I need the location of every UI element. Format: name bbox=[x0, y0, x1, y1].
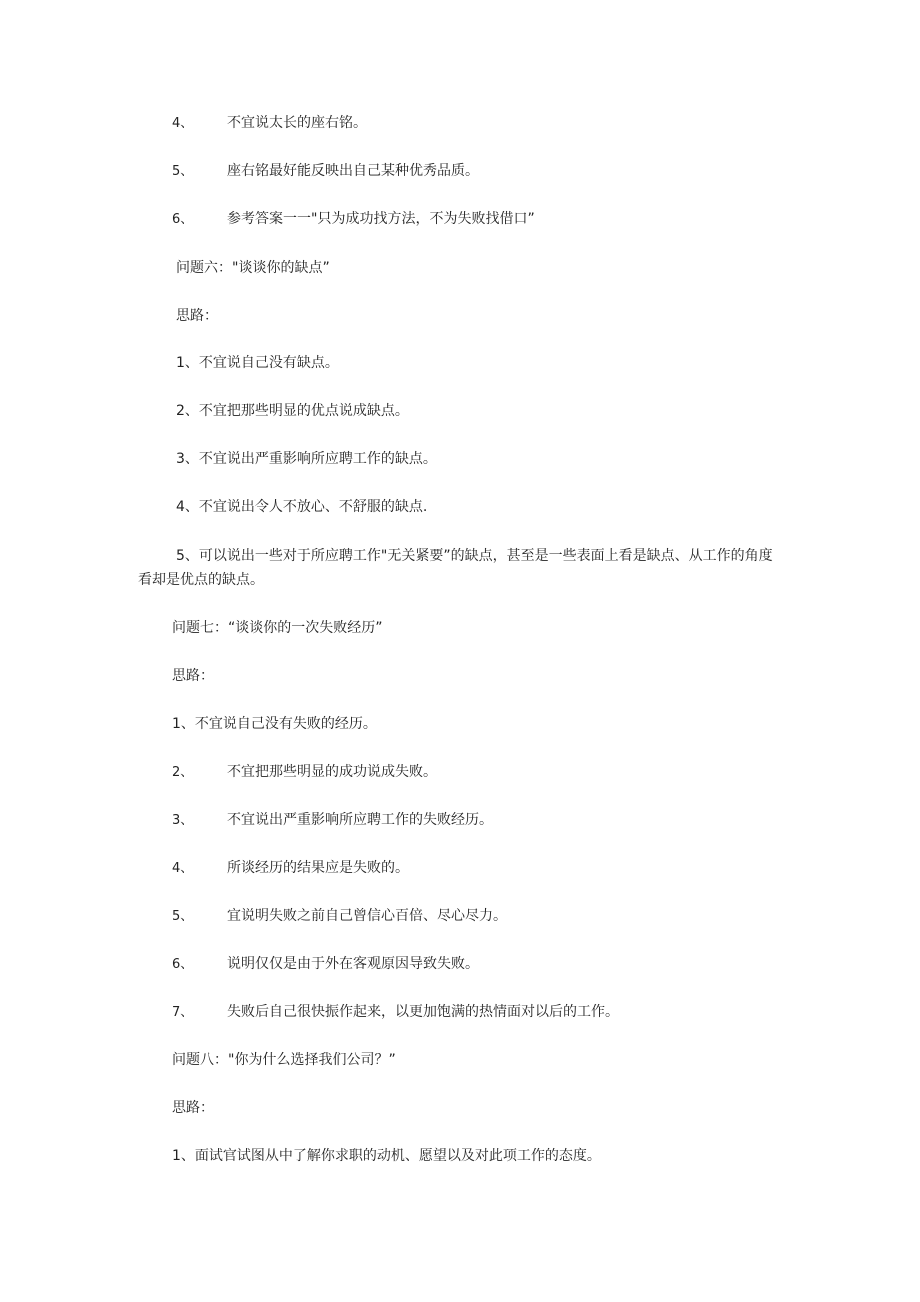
list-item bbox=[172, 810, 493, 831]
list-item: 1、面试官试图从中了解你求职的动机、愿望以及对此项工作的态度。 bbox=[172, 1148, 601, 1164]
list-item bbox=[172, 762, 437, 783]
list-number: 3、 bbox=[172, 813, 194, 828]
list-item bbox=[172, 209, 535, 230]
list-text: 不宜说太长的座右铭。 bbox=[227, 115, 367, 131]
list-text: 宜说明失败之前自己曾信心百倍、尽心尽力。 bbox=[227, 908, 507, 924]
list-number: 6、 bbox=[172, 957, 194, 972]
list-item-paragraph: 5、可以说出一些对于所应聘工作"无关紧要”的缺点，甚至是一些表面上看是缺点、从工作的角度看却是优点的缺点。 bbox=[138, 548, 773, 588]
list-number: 5、 bbox=[172, 909, 194, 924]
list-item bbox=[172, 1002, 619, 1023]
list-number: 4、 bbox=[172, 116, 194, 131]
list-item bbox=[172, 906, 507, 927]
question-six-approach-label: 思路： bbox=[176, 308, 218, 324]
list-text: 座右铭最好能反映出自己某种优秀品质。 bbox=[227, 163, 479, 179]
list-item: 1、不宜说自己没有失败的经历。 bbox=[172, 716, 377, 732]
list-item bbox=[172, 113, 367, 134]
list-item: 1、不宜说自己没有缺点。 bbox=[176, 355, 339, 371]
list-text: 不宜说出严重影响所应聘工作的失败经历。 bbox=[227, 812, 493, 828]
list-number: 5、 bbox=[172, 164, 194, 179]
list-item: 3、不宜说出严重影响所应聘工作的缺点。 bbox=[176, 451, 437, 467]
list-text: 参考答案一一"只为成功找方法，不为失败找借口” bbox=[227, 211, 535, 227]
list-text: 所谈经历的结果应是失败的。 bbox=[227, 860, 409, 876]
list-item: 2、不宜把那些明显的优点说成缺点。 bbox=[176, 403, 409, 419]
question-eight-title: 问题八："你为什么选择我们公司？” bbox=[172, 1052, 396, 1068]
question-six-title: 问题六："谈谈你的缺点” bbox=[176, 260, 330, 276]
list-number: 2、 bbox=[172, 765, 194, 780]
list-text: 失败后自己很快振作起来，以更加饱满的热情面对以后的工作。 bbox=[227, 1004, 619, 1020]
question-eight-approach-label: 思路： bbox=[172, 1100, 214, 1116]
list-number: 7、 bbox=[172, 1005, 194, 1020]
question-seven-approach-label: 思路： bbox=[172, 668, 214, 684]
list-number: 4、 bbox=[172, 861, 194, 876]
list-number: 6、 bbox=[172, 212, 194, 227]
list-item: 4、不宜说出令人不放心、不舒服的缺点. bbox=[176, 499, 428, 515]
list-item bbox=[172, 954, 479, 975]
list-text: 不宜把那些明显的成功说成失败。 bbox=[227, 764, 437, 780]
list-text: 说明仅仅是由于外在客观原因导致失败。 bbox=[227, 956, 479, 972]
question-seven-title: 问题七：“谈谈你的一次失败经历” bbox=[172, 620, 383, 636]
list-item bbox=[172, 161, 479, 182]
list-item bbox=[172, 858, 409, 879]
